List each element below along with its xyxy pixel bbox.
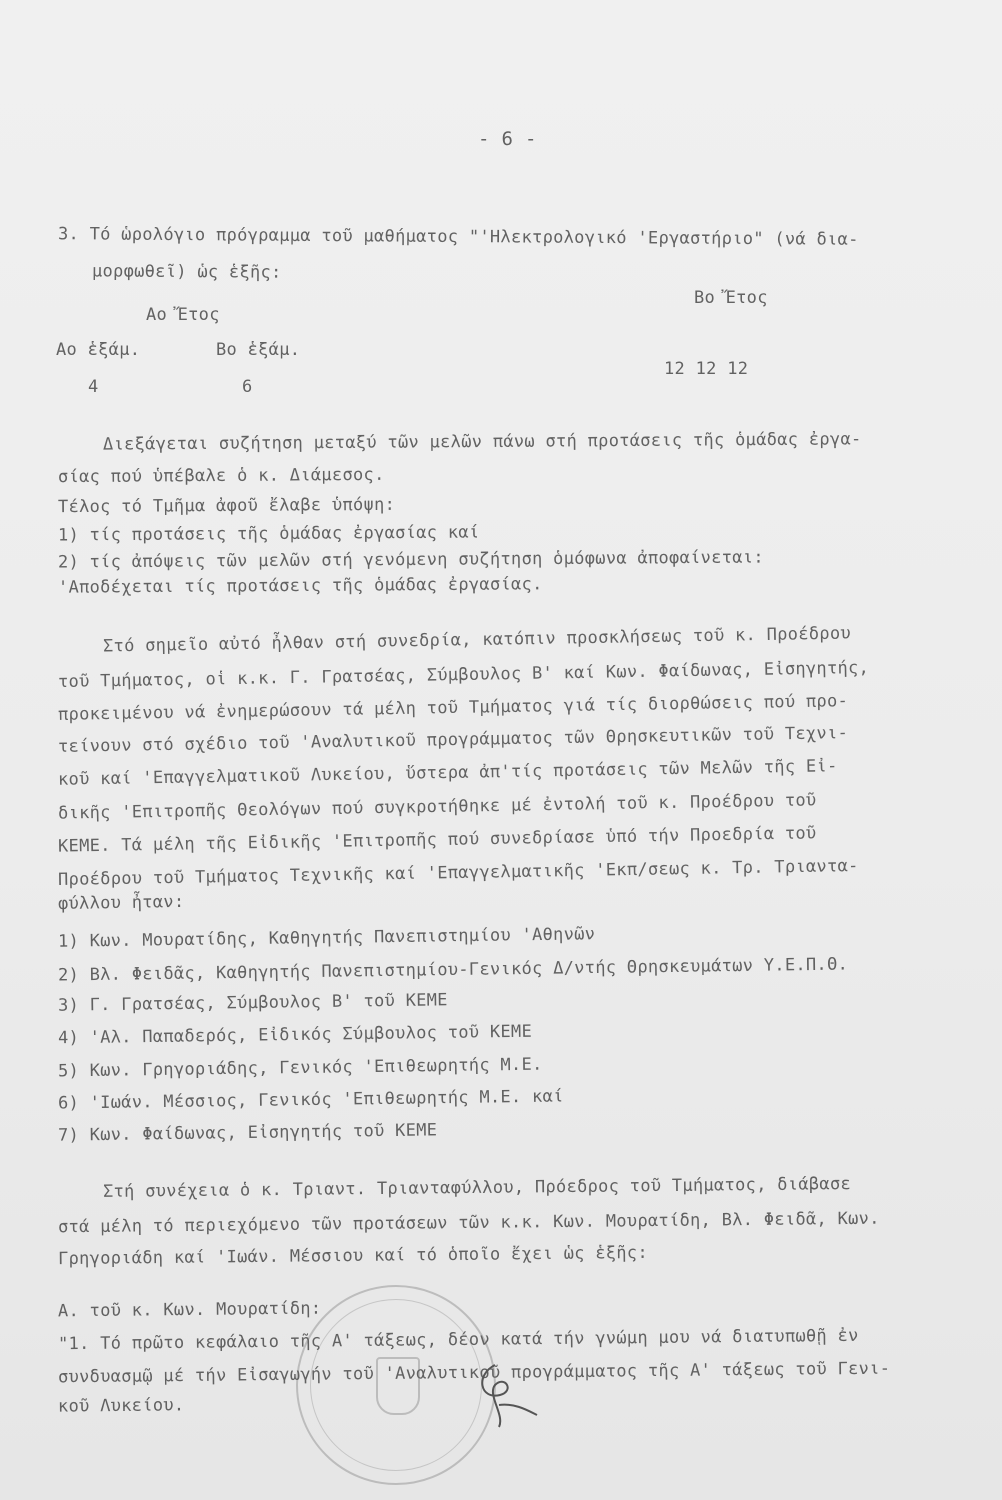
list-item: 3) Γ. Γρατσέας, Σύμβουλος Β' τοῦ ΚΕΜΕ — [57, 990, 448, 1016]
text-line: "1. Τό πρῶτο κεφάλαιο τῆς Α' τάξεως, δέον κατά τήν γνώμη μου νά διατυπωθῇ ἐν — [57, 1325, 859, 1355]
list-item: 1) τίς προτάσεις τῆς ὁμάδας ἐργασίας καί — [57, 522, 480, 546]
text-line: Στή συνέχεια ὁ κ. Τριαντ. Τριανταφύλλου, Πρόεδρος τοῦ Τμήματος, διάβασε — [102, 1174, 852, 1202]
list-item: 7) Κων. Φαίδωνας, Εἰσηγητής τοῦ ΚΕΜΕ — [57, 1120, 438, 1146]
text-line: μορφωθεῖ) ὡς ἑξῆς: — [91, 261, 282, 283]
list-item: 2) τίς ἀπόψεις τῶν μελῶν στή γενόμενη συζήτηση ὁμόφωνα ἀποφαίνεται: — [57, 547, 764, 573]
list-item: 4) 'Αλ. Παπαδερός, Εἰδικός Σύμβουλος τοῦ ΚΕΜΕ — [57, 1021, 533, 1049]
text-line: Α. τοῦ κ. Κων. Μουρατίδη: — [57, 1298, 322, 1322]
table-cell: Αο ἑξάμ. — [56, 340, 141, 360]
text-line: κοῦ καί 'Επαγγελματικοῦ Λυκείου, ὕστερα ἀπ'τίς προτάσεις τῶν Μελῶν τῆς Εἰ- — [57, 756, 838, 790]
text-line: φύλλου ἦταν: — [57, 891, 185, 915]
text-line: Τέλος τό Τμῆμα ἀφοῦ ἔλαβε ὑπόψη: — [57, 494, 396, 518]
text-line: τείνουν στό σχέδιο τοῦ 'Αναλυτικοῦ προγράμματος τῶν Θρησκευτικῶν τοῦ Τεχνι- — [57, 723, 849, 757]
page-number: - 6 - — [478, 128, 537, 150]
text-line: σίας πού ὑπέβαλε ὁ κ. Διάμεσος. — [57, 464, 385, 488]
text-line: κοῦ Λυκείου. — [57, 1395, 185, 1417]
table-header: Βο Ἔτος — [694, 288, 768, 308]
text-line: Στό σημεῖο αὐτό ἦλθαν στή συνεδρία, κατόπιν προσκλήσεως τοῦ κ. Προέδρου — [102, 623, 852, 657]
table-header: Αο Ἔτος — [146, 305, 220, 325]
table-cell: Βο ἑξάμ. — [216, 340, 301, 360]
list-item: 6) 'Ιωάν. Μέσσιος, Γενικός 'Επιθεωρητής Μ.Ε. καί — [57, 1086, 564, 1114]
text-line: στά μέλη τό περιεχόμενο τῶν προτάσεων τῶν κ.κ. Κων. Μουρατίδη, Βλ. Φειδᾶ, Κων. — [57, 1208, 880, 1238]
list-item: 1) Κων. Μουρατίδης, Καθηγητής Πανεπιστημίου 'Αθηνῶν — [57, 924, 596, 952]
list-item: 2) Βλ. Φειδᾶς, Καθηγητής Πανεπιστημίου-Γενικός Δ/ντής Θρησκευμάτων Υ.Ε.Π.Θ. — [57, 954, 849, 986]
coat-of-arms-icon — [376, 1357, 420, 1415]
text-line: τοῦ Τμήματος, οἱ κ.κ. Γ. Γρατσέας, Σύμβουλος Β' καί Κων. Φαίδωνας, Εἰσηγητής, — [57, 657, 870, 693]
text-line: συνδυασμῷ μέ τήν Εἰσαγωγήν τοῦ 'Αναλυτικοῦ προγράμματος τῆς Α' τάξεως τοῦ Γενι- — [57, 1358, 891, 1388]
text-line: Προέδρου τοῦ Τμήματος Τεχνικῆς καί 'Επαγγελματικῆς 'Εκπ/σεως κ. Τρ. Τριαντα- — [57, 856, 859, 890]
table-cell: 4 — [88, 377, 99, 397]
text-line: Διεξάγεται συζήτηση μεταξύ τῶν μελῶν πάνω στή προτάσεις τῆς ὁμάδας ἐργα- — [102, 429, 862, 455]
table-cell: 12 12 12 — [664, 359, 749, 379]
handwritten-signature — [465, 1355, 545, 1435]
list-item: 5) Κων. Γρηγοριάδης, Γενικός 'Επιθεωρητής Μ.Ε. — [57, 1054, 543, 1082]
text-line: 'Αποδέχεται τίς προτάσεις τῆς ὁμάδας ἐργασίας. — [57, 574, 543, 598]
text-line: δικῆς 'Επιτροπῆς Θεολόγων πού συγκροτήθηκε μέ ἐντολή τοῦ κ. Προέδρου τοῦ — [57, 790, 817, 824]
text-line: ΚΕΜΕ. Τά μέλη τῆς Εἰδικῆς 'Επιτροπῆς πού συνεδρίασε ὑπό τήν Προεδρία τοῦ — [57, 823, 817, 857]
text-line: Γρηγοριάδη καί 'Ιωάν. Μέσσιου καί τό ὁποῖο ἔχει ὡς ἑξῆς: — [57, 1242, 649, 1270]
text-line: προκειμένου νά ἐνημερώσουν τά μέλη τοῦ Τμήματος γιά τίς διορθώσεις πού προ- — [57, 691, 849, 725]
table-cell: 6 — [242, 377, 253, 397]
text-line: 3. Τό ὡρολόγιο πρόγραμμα τοῦ μαθήματος "'Ηλεκτρολογικό 'Εργαστήριο" (νά δια- — [57, 224, 859, 250]
